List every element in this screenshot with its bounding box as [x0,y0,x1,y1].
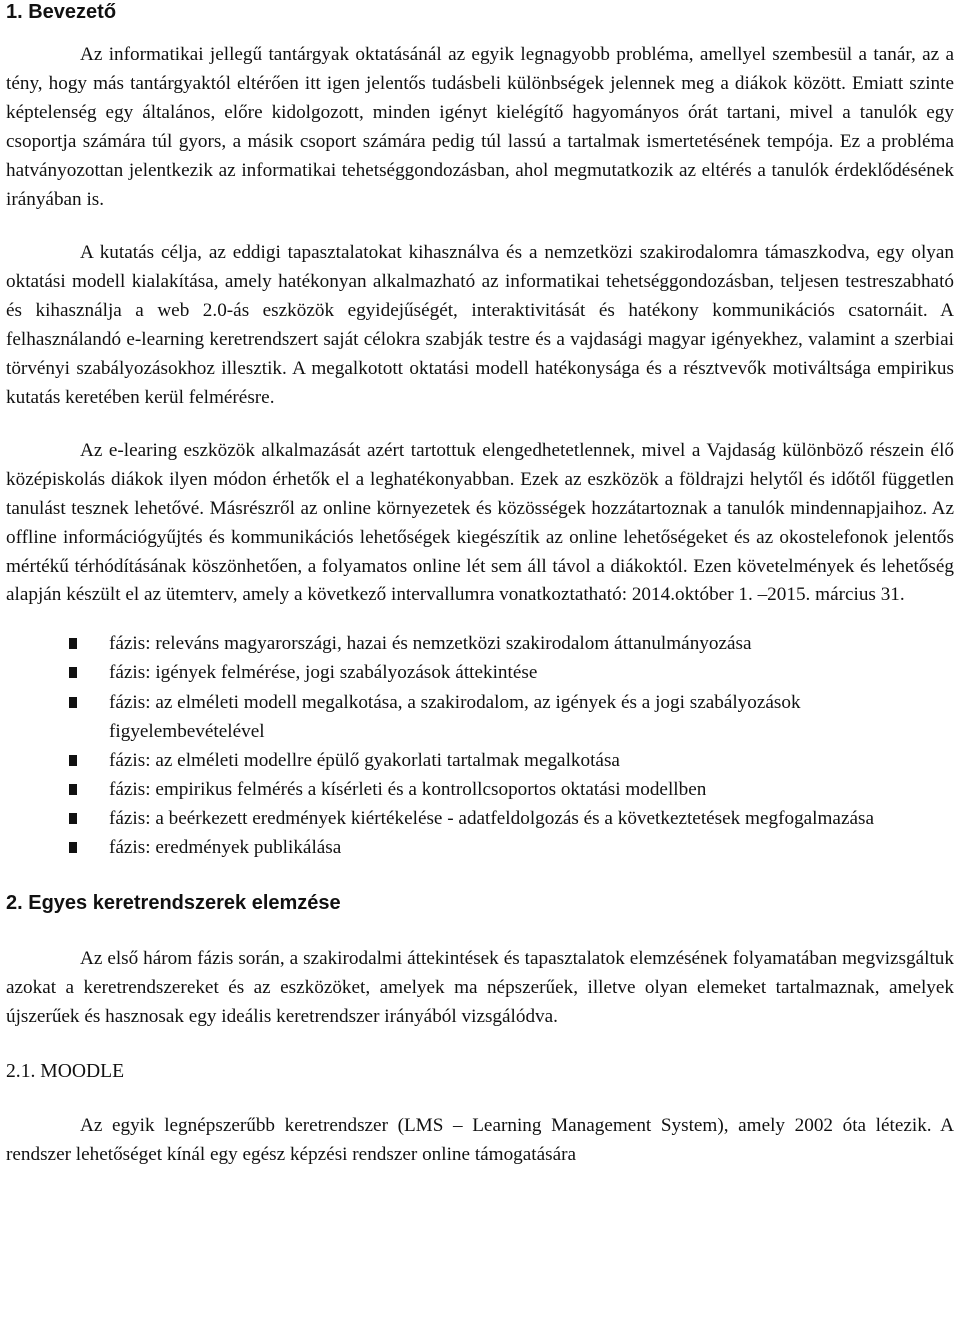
list-item [6,833,954,862]
phase-text: fázis: releváns magyarországi, hazai és nemzetközi szakirodalom áttanulmányozása [109,633,752,655]
square-bullet-icon [69,667,77,678]
list-item [6,629,954,658]
phase-text: fázis: az elméleti modell megalkotása, a szakirodalom, az igények és a jogi szabályozások figyelembevételével [109,691,801,742]
intro-paragraph-2: A kutatás célja, az eddigi tapasztalatokat kihasználva és a nemzetközi szakirodalomra támaszkodva, egy olyan oktatási modell kialakítása, amely hatékonyan alkalmazható az informatikai tehetséggondozásban, teljesen testreszabható és kihasználja a web 2.0-ás eszközök egyidejűségét, interaktivitását és hatékony kommunikációs csatornáit. A felhasználandó e-learning keretrendszert saját célokra szabják testre és a vajdasági magyar igényekhez, valamint a szerbiai törvényi szabályozásokhoz illesztik. A megalkotott oktatási modell hatékonysága és a résztvevők motiváltsága empirikus kutatás keretében kerül felmérésre. [6,242,954,408]
phase-text: fázis: a beérkezett eredmények kiértékelése - adatfeldolgozás és a következtetések megfogalmazása [109,807,874,829]
phase-text: fázis: empirikus felmérés a kísérleti és a kontrollcsoportos oktatási modellben [109,778,707,800]
phase-list [6,629,954,862]
list-item [6,746,954,775]
square-bullet-icon [69,813,77,824]
square-bullet-icon [69,638,77,649]
square-bullet-icon [69,755,77,766]
intro-paragraph-3: Az e-learing eszközök alkalmazását azért tartottuk elengedhetetlennek, mivel a Vajdaság különböző részein élő középiskolás diákok ilyen módon érhetők el a leghatékonyabban. Ezek az eszközök a földrajzi helytől és időtől független tanulást tesznek lehetővé. Másrészről az online környezetek és közösségek hozzátartoznak a tanulók mindennapjaihoz. Az offline információgyűjtés és kommunikációs lehetőségek kiegészítik az online lehetőségeket és az okostelefonok jelentős mértékű térhódításának köszönhetően, a folyamatos online lét sem áll távol a diákoktól. Ezen követelmények és lehetőség alapján készült el az ütemterv, amely a következő intervallumra vonatkoztatható: 2014.október 1. –2015. március 31. [6,439,954,606]
square-bullet-icon [69,697,77,708]
list-item [6,658,954,687]
section-heading-frameworks: 2. Egyes keretrendszerek elemzése [6,892,341,915]
document-page [6,0,954,1170]
list-item [6,688,954,746]
frameworks-paragraph: Az első három fázis során, a szakirodalmi áttekintések és tapasztalatok elemzésének folyamatában megvizsgáltuk azokat a keretrendszereket és az eszközöket, amelyek ma népszerűek, illetve olyan elemeket tartalmaznak, amelyek újszerűek és hasznosak egy ideális keretrendszer irányából vizsgálódva. [6,948,954,1027]
list-item [6,804,954,833]
square-bullet-icon [69,842,77,853]
square-bullet-icon [69,784,77,795]
section-heading-introduction: 1. Bevezető [6,1,117,23]
intro-paragraph-1: Az informatikai jellegű tantárgyak oktatásánál az egyik legnagyobb probléma, amellyel szembesül a tanár, az a tény, hogy más tantárgyaktól eltérően itt igen jelentős tudásbeli különbségek jelennek meg a diákok között. Emiatt szinte képtelenség egy általános, előre kidolgozott, minden igényt kielégítő hagyományos órát tartani, mivel a tanulók egy csoportja számára túl gyors, a másik csoport számára pedig túl lassú a tartalmak ismertetésének tempója. Ez a probléma hatványozottan jelentkezik az informatikai tehetséggondozásban, ahol megmutatkozik az eltérés a tanulók érdeklődésének irányában is. [6,44,954,210]
list-item [6,775,954,804]
phase-text: fázis: az elméleti modellre épülő gyakorlati tartalmak megalkotása [109,749,620,771]
moodle-paragraph: Az egyik legnépszerűbb keretrendszer (LMS – Learning Management System), amely 2002 óta létezik. A rendszer lehetőséget kínál egy egész képzési rendszer online támogatására [6,1114,954,1165]
phase-text: fázis: igények felmérése, jogi szabályozások áttekintése [109,662,538,684]
phase-text: fázis: eredmények publikálása [109,836,342,858]
subsection-heading-moodle: 2.1. MOODLE [6,1060,125,1082]
